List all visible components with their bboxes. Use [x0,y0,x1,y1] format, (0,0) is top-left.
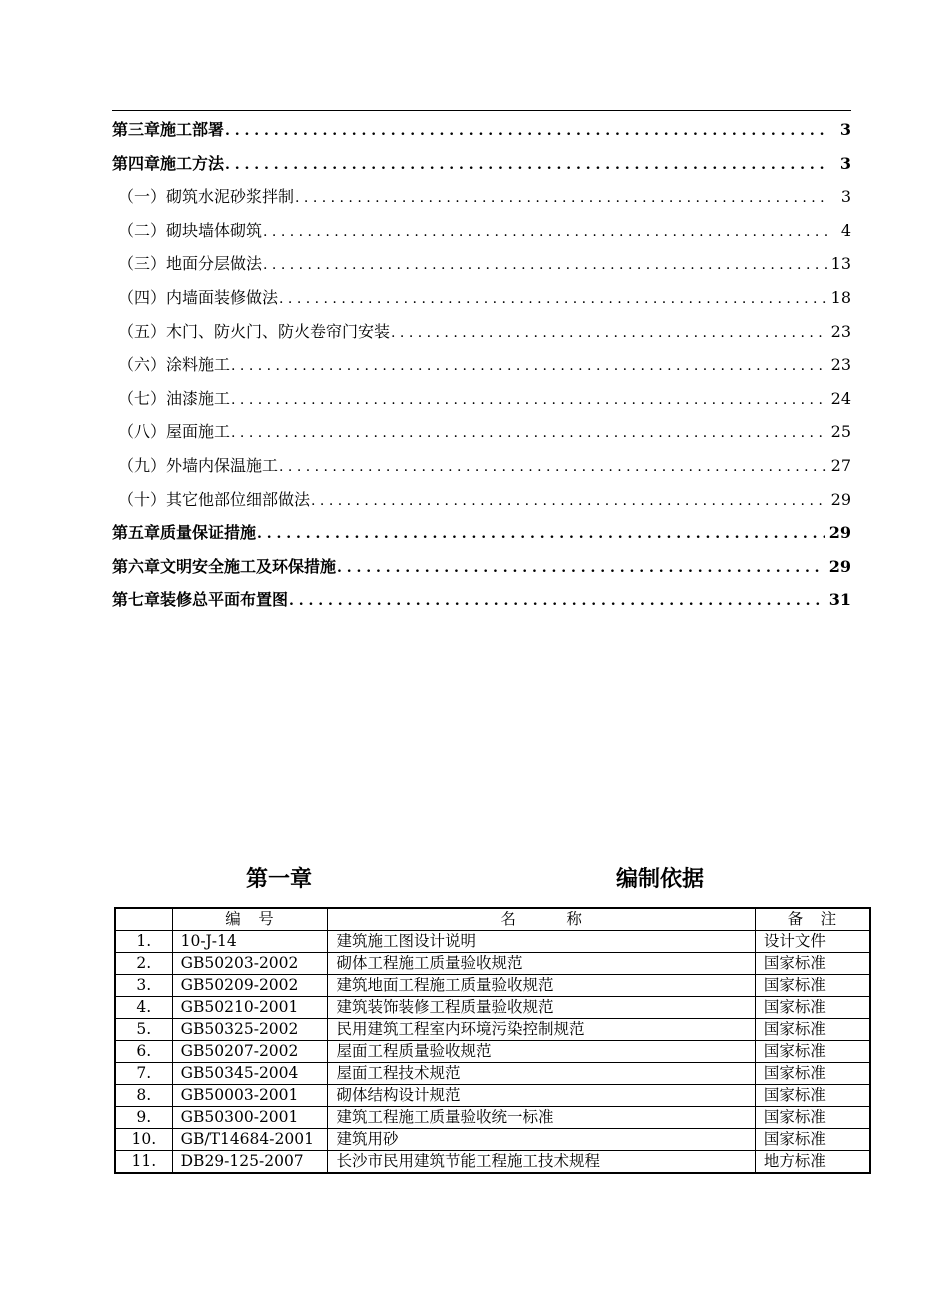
toc-entry-title: 涂料施工 [166,355,231,375]
toc-leader-dots [257,516,825,550]
toc-entry[interactable] [112,348,851,382]
toc-entry-title: 油漆施工 [166,388,231,408]
toc-entry[interactable] [112,415,851,449]
table-row [115,1063,870,1085]
chapter-title: 编制依据 [616,867,705,892]
cell-remark: 国家标准 [755,1041,870,1063]
toc-entry-number: 第三章 [112,120,161,139]
cell-index: 3. [115,975,172,997]
table-row [115,953,870,975]
section-heading [0,862,950,898]
toc-entry[interactable] [112,583,851,617]
cell-code: GB50325-2002 [172,1019,328,1041]
toc-entry[interactable] [112,516,851,550]
top-rule [112,110,851,111]
cell-remark: 国家标准 [755,1107,870,1129]
toc-entry-title: 屋面施工 [166,422,231,442]
cell-index: 7. [115,1063,172,1085]
toc-entry-page: 4 [840,220,851,240]
toc-entry-title: 砌块墙体砌筑 [166,220,263,240]
cell-name: 建筑装饰装修工程质量验收规范 [328,997,755,1019]
toc-entry-title: 施工方法 [160,153,225,173]
toc-entry-number: （五） [118,321,167,341]
toc-entry-number: 第七章 [112,590,161,610]
cell-name: 民用建筑工程室内环境污染控制规范 [328,1019,755,1041]
cell-remark: 地方标准 [755,1151,870,1174]
toc-entry[interactable] [112,550,851,584]
toc-entry-title: 施工部署 [160,120,225,139]
cell-name: 建筑施工图设计说明 [328,931,755,953]
toc-leader-dots [289,583,825,617]
toc-leader-dots [337,550,825,584]
cell-name: 长沙市民用建筑节能工程施工技术规程 [328,1151,755,1174]
toc-leader-dots [311,483,827,517]
cell-code: GB50209-2002 [172,975,328,997]
toc-entry-page: 29 [828,523,851,543]
toc-entry-number: （七） [118,388,167,408]
toc-entry-page: 23 [830,355,851,375]
toc-entry-number: （二） [118,220,167,240]
toc-entry-page: 3 [839,120,851,139]
cell-remark: 国家标准 [755,1129,870,1151]
toc-entry-number: （九） [118,455,167,475]
cell-remark: 国家标准 [755,997,870,1019]
toc-entry-title: 文明安全施工及环保措施 [160,556,337,576]
cell-name: 建筑工程施工质量验收统一标准 [328,1107,755,1129]
cell-index: 10. [115,1129,172,1151]
toc-entry-page: 27 [830,455,851,475]
toc-entry[interactable] [112,147,851,181]
cell-index: 5. [115,1019,172,1041]
table-row [115,931,870,953]
cell-index: 2. [115,953,172,975]
table-row [115,1107,870,1129]
cell-name: 屋面工程质量验收规范 [328,1041,755,1063]
cell-code: GB50207-2002 [172,1041,328,1063]
toc-entry-page: 24 [830,388,851,408]
table-row [115,1129,870,1151]
cell-code: GB50300-2001 [172,1107,328,1129]
toc-entry-page: 29 [830,489,851,509]
toc-leader-dots [225,147,827,181]
toc-entry[interactable] [112,214,851,248]
standards-table [114,907,871,1174]
cell-index: 4. [115,997,172,1019]
toc-entry-title: 木门、防火门、防火卷帘门安装 [166,321,391,341]
toc-entry-number: 第四章 [112,153,161,173]
toc-entry-page: 25 [830,422,851,442]
toc-leader-dots [263,214,827,248]
toc-leader-dots [279,449,827,483]
cell-index: 11. [115,1151,172,1174]
toc-entry-number: （三） [118,254,167,274]
toc-entry-page: 29 [828,556,851,576]
cell-name: 砌体结构设计规范 [328,1085,755,1107]
toc-entry-number: （六） [118,355,167,375]
table-row [115,1085,870,1107]
cell-code: 10-J-14 [172,931,328,953]
cell-index: 9. [115,1107,172,1129]
cell-code: GB50003-2001 [172,1085,328,1107]
cell-index: 1. [115,931,172,953]
header-index [115,908,172,931]
table-header-row [115,908,870,931]
header-code: 编 号 [172,908,328,931]
toc-entry-number: （十） [118,489,167,509]
toc-entry-page: 31 [828,590,851,610]
toc-leader-dots [231,415,827,449]
toc-entry-number: 第六章 [112,556,161,576]
toc-leader-dots [391,315,827,349]
toc-entry-page: 3 [840,187,851,207]
toc-entry-title: 外墙内保温施工 [166,455,279,475]
toc-entry-title: 质量保证措施 [160,523,257,543]
cell-index: 8. [115,1085,172,1107]
table-row [115,1019,870,1041]
header-name: 名 称 [328,908,755,931]
toc-entry-page: 23 [830,321,851,341]
toc-entry-page: 3 [839,153,851,173]
toc-entry[interactable] [112,382,851,416]
toc-entry-page: 13 [830,254,851,274]
cell-remark: 设计文件 [755,931,870,953]
cell-remark: 国家标准 [755,1019,870,1041]
table-row [115,975,870,997]
cell-name: 建筑地面工程施工质量验收规范 [328,975,755,997]
toc-entry-title: 内墙面装修做法 [166,287,279,307]
cell-remark: 国家标准 [755,975,870,997]
toc-leader-dots [279,281,827,315]
toc-entry-page: 18 [830,287,851,307]
cell-name: 屋面工程技术规范 [328,1063,755,1085]
toc-entry[interactable] [112,449,851,483]
toc-leader-dots [295,180,827,214]
toc-entry-title: 其它他部位细部做法 [166,489,311,509]
cell-code: GB/T14684-2001 [172,1129,328,1151]
toc-entry-title: 地面分层做法 [166,254,263,274]
cell-index: 6. [115,1041,172,1063]
toc-entry[interactable] [112,247,851,281]
toc-leader-dots [231,382,827,416]
toc-entry[interactable] [112,315,851,349]
header-remark: 备 注 [755,908,870,931]
table-row [115,1041,870,1063]
toc-entry-title: 装修总平面布置图 [160,590,289,610]
toc-leader-dots [263,247,827,281]
toc-leader-dots [225,113,827,147]
toc-leader-dots [231,348,827,382]
toc-entry[interactable] [112,483,851,517]
table-row [115,997,870,1019]
table-row [115,1151,870,1174]
cell-name: 砌体工程施工质量验收规范 [328,953,755,975]
cell-remark: 国家标准 [755,953,870,975]
toc-entry[interactable] [112,113,851,147]
chapter-number: 第一章 [246,867,313,892]
toc-entry-number: 第五章 [112,523,161,543]
cell-code: GB50345-2004 [172,1063,328,1085]
cell-code: GB50210-2001 [172,997,328,1019]
toc-entry-number: （四） [118,287,167,307]
cell-remark: 国家标准 [755,1085,870,1107]
cell-name: 建筑用砂 [328,1129,755,1151]
cell-remark: 国家标准 [755,1063,870,1085]
table-of-contents [112,113,851,617]
toc-entry-title: 砌筑水泥砂浆拌制 [166,187,295,207]
toc-entry-number: （一） [118,187,167,207]
toc-entry[interactable] [112,180,851,214]
toc-entry-number: （八） [118,422,167,442]
cell-code: GB50203-2002 [172,953,328,975]
cell-code: DB29-125-2007 [172,1151,328,1174]
toc-entry[interactable] [112,281,851,315]
